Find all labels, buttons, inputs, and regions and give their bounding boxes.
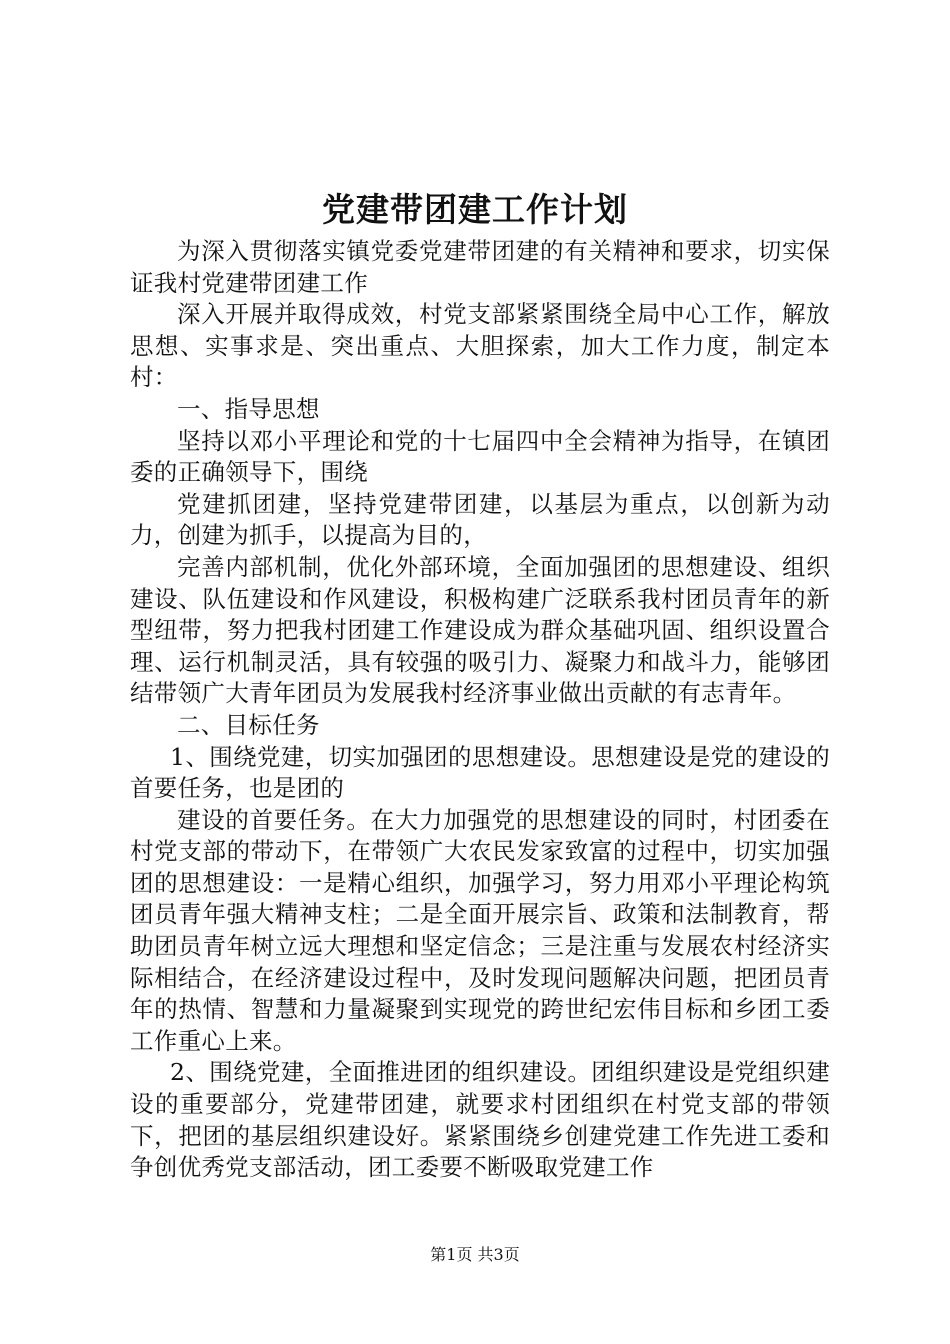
paragraph-goal-2: 2、围绕党建，全面推进团的组织建设。团组织建设是党组织建设的重要部分，党建带团建，就要求村团组织在村党支部的带领下，把团的基层组织建设好。紧紧围绕乡创建党建工作先进工委和争创优秀党支部活动，团工委要不断吸取党建工作 xyxy=(130,1058,830,1182)
paragraph-goal-1-details: 建设的首要任务。在大力加强党的思想建设的同时，村团委在村党支部的带动下，在带领广大农民发家致富的过程中，切实加强团的思想建设：一是精心组织，加强学习，努力用邓小平理论构筑团员青年强大精神支柱；二是全面开展宗旨、政策和法制教育，帮助团员青年树立远大理想和坚定信念；三是注重与发展农村经济实际相结合，在经济建设过程中，及时发现问题解决问题，把团员青年的热情、智慧和力量凝聚到实现党的跨世纪宏伟目标和乡团工委工作重心上来。 xyxy=(130,805,830,1055)
section-heading-guiding-thought: 一、指导思想 xyxy=(177,394,320,423)
paragraph-guiding-thought-continued: 党建抓团建，坚持党建带团建，以基层为重点，以创新为动力，创建为抓手，以提高为目的， xyxy=(130,489,830,550)
paragraph-guiding-thought-details: 完善内部机制，优化外部环境，全面加强团的思想建设、组织建设、队伍建设和作风建设，积极构建广泛联系我村团员青年的新型纽带，努力把我村团建工作建设成为群众基础巩固、组织设置合理、运行机制灵活，具有较强的吸引力、凝聚力和战斗力，能够团结带领广大青年团员为发展我村经济事业做出贡献的有志青年。 xyxy=(130,552,830,708)
section-heading-goals: 二、目标任务 xyxy=(177,710,320,739)
document-body xyxy=(130,236,830,1184)
paragraph-guiding-thought: 坚持以邓小平理论和党的十七届四中全会精神为指导，在镇团委的正确领导下，围绕 xyxy=(130,426,830,487)
paragraph-goal-1: 1、围绕党建，切实加强团的思想建设。思想建设是党的建设的首要任务，也是团的 xyxy=(130,742,830,803)
paragraph-intro: 为深入贯彻落实镇党委党建带团建的有关精神和要求，切实保证我村党建带团建工作 xyxy=(130,237,830,297)
paragraph-intro-continued: 深入开展并取得成效，村党支部紧紧围绕全局中心工作，解放思想、实事求是、突出重点、大胆探索，加大工作力度，制定本村： xyxy=(130,300,830,392)
document-title: 党建带团建工作计划 xyxy=(322,190,628,229)
page-footer: 第1页 共3页 xyxy=(430,1245,520,1264)
